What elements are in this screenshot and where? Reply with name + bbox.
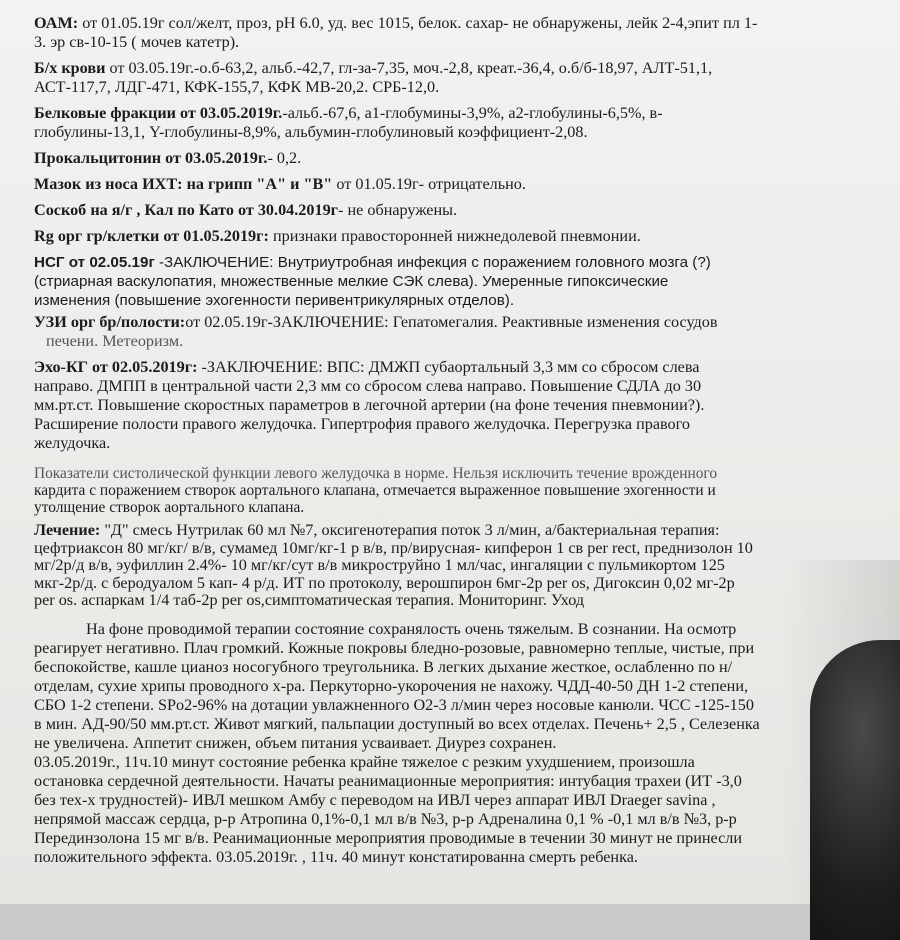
nasal-swab-line: Мазок из носа ИХТ: на грипп "А" и "В" от 01.05.19г- отрицательно. bbox=[34, 175, 526, 193]
course-line-7: не увеличена. Аппетит снижен, объем питания усваивает. Диурез сохранен. bbox=[34, 733, 557, 752]
holding-thumb bbox=[810, 640, 900, 940]
echo-line-2: направо. ДМПП в центральной части 2,3 мм со сбросом слева направо. Повышение СДЛА до 30 bbox=[34, 377, 702, 395]
nsg-line-1: НСГ от 02.05.19г -ЗАКЛЮЧЕНИЕ: Внутриутробная инфекция с поражением головного мозга (?) bbox=[34, 254, 711, 271]
treatment-line-5: per os. аспаркам 1/4 таб-2р per os,симптоматическая терапия. Мониторинг. Уход bbox=[34, 591, 585, 609]
treatment-line-3: мг/2р/д в/в, эуфиллин 2.4%- 10 мг/кг/сут в/в микроструйно 1 мл/час, ингаляции с пульмикортом 125 bbox=[34, 556, 725, 574]
treatment-line-4: мкг-2р/д. с беродуалом 5 кап- 4 р/д. ИТ по протоколу, верошпирон 6мг-2р per os, Дигоксин 0,02 мг-2р bbox=[34, 573, 735, 592]
echo-line-5: желудочка. bbox=[34, 434, 111, 452]
course-line-4: отделам, сухие хрипы проводного х-ра. Перкуторно-укорочения не нахожу. ЧДД-40-50 ДН 1-2 степени, bbox=[34, 676, 749, 695]
course-block bbox=[34, 620, 864, 753]
systolic-line-3: утолщение створок аортального клапана. bbox=[34, 499, 305, 516]
resuscitation-line-4: непрямой массаж сердца, р-р Атропина 0,1%-0,1 мл в/в №3, р-р Адреналина 0,1 % -0,1 мл в/в №3, р-р bbox=[34, 809, 737, 828]
systolic-block bbox=[34, 465, 864, 516]
ultrasound-line-1: УЗИ орг бр/полости:от 02.05.19г-ЗАКЛЮЧЕНИЕ: Гепатомегалия. Реактивные изменения сосудов bbox=[34, 313, 718, 331]
course-line-5: СБО 1-2 степени. SPo2-96% на дотации увлажненного О2-3 л/мин через носовые канюли. ЧСС -125-150 bbox=[34, 695, 754, 714]
document-text bbox=[34, 14, 864, 867]
oam-line-1: ОАМ: от 01.05.19г сол/желт, проз, рН 6.0, уд. вес 1015, белок. сахар- не обнаружены, лейк 2-4,эпит пл 1- bbox=[34, 14, 758, 32]
nsg-block bbox=[34, 253, 864, 310]
course-line-3: беспокойстве, кашле цианоз носогубного треугольника. В легких дыхание жесткое, ослабленно по н/ bbox=[34, 657, 733, 676]
ultrasound-line-2: печени. Метеоризм. bbox=[46, 332, 184, 350]
resuscitation-line-6: положительного эффекта. 03.05.2019г. , 11ч. 40 минут констатированна смерть ребенка. bbox=[34, 847, 638, 866]
systolic-line-1: Показатели систолической функции левого желудочка в норме. Нельзя исключить течение врожденного bbox=[34, 465, 718, 482]
resuscitation-line-3: без тех-х трудностей)- ИВЛ мешком Амбу с переводом на ИВЛ через аппарат ИВЛ Draeger savina , bbox=[34, 790, 716, 809]
echo-line-4: Расширение полости правого желудочка. Гипертрофия правого желудочка. Перегрузка правого bbox=[34, 415, 690, 433]
systolic-line-2: кардита с поражением створок аортального клапана, отмечается выраженное повышение эхогенности и bbox=[34, 482, 716, 499]
resuscitation-line-1: 03.05.2019г., 11ч.10 минут состояние ребенка крайне тяжелое с резким ухудшением, произошла bbox=[34, 752, 695, 771]
biochem-line-1: Б/х крови от 03.05.19г.-о.б-63,2, альб.-42,7, гл-за-7,35, моч.-2,8, креат.-36,4, о.б/б-18,97, АЛТ-51,1, bbox=[34, 59, 713, 77]
course-line-2: реагирует негативно. Плач громкий. Кожные покровы бледно-розовые, равномерно теплые, чистые, при bbox=[34, 638, 755, 657]
oam-line-2: 3. эр св-10-15 ( мочев катетр). bbox=[34, 33, 240, 51]
treatment-line-2: цефтриаксон 80 мг/кг/ в/в, сумамед 10мг/кг-1 р в/в, пр/вирусная- кипферон 1 св per rect, преднизолон 10 bbox=[34, 538, 753, 557]
echo-line-3: мм.рт.ст. Повышение скоростных параметров в легочной артерии (на фоне течения пневмонии?). bbox=[34, 396, 705, 414]
course-line-1: На фоне проводимой терапии состояние сохранялость очень тяжелым. В сознании. На осмотр bbox=[86, 619, 737, 638]
procalcitonin-line: Прокальцитонин от 03.05.2019г.- 0,2. bbox=[34, 149, 302, 167]
nsg-line-2: (стриарная васкулопатия, множественные мелкие СЭК слева). Умеренные гипоксические bbox=[34, 273, 669, 290]
nsg-line-3: изменения (повышение эхогенности перивентрикулярных отделов). bbox=[34, 292, 515, 309]
biochem-line-2: АСТ-117,7, ЛДГ-471, КФК-155,7, КФК МВ-20,2. СРБ-12,0. bbox=[34, 78, 440, 96]
protein-line-2: глобулины-13,1, Y-глобулины-8,9%, альбумин-глобулиновый коэффициент-2,08. bbox=[34, 123, 588, 141]
protein-line-1: Белковые фракции от 03.05.2019г.-альб.-67,6, а1-глобумины-3,9%, а2-глобулины-6,5%, в- bbox=[34, 104, 663, 122]
resuscitation-line-2: остановка сердечной деятельности. Начаты реанимационные мероприятия: интубация трахеи (ИТ -3,0 bbox=[34, 771, 742, 790]
treatment-block bbox=[34, 522, 864, 610]
course-line-6: в мин. АД-90/50 мм.рт.ст. Живот мягкий, пальпации доступный во всех отделах. Печень+ 2,5 , Селезенка bbox=[34, 714, 760, 733]
resuscitation-line-5: Перединзолона 15 мг в/в. Реанимационные мероприятия проводимые в течении 30 минут не принесли bbox=[34, 828, 743, 847]
xray-line: Rg орг гр/клетки от 01.05.2019г: признаки правосторонней нижнедолевой пневмонии. bbox=[34, 227, 641, 245]
echo-line-1: Эхо-КГ от 02.05.2019г: -ЗАКЛЮЧЕНИЕ: ВПС: ДМЖП субаортальный 3,3 мм со сбросом слева bbox=[34, 358, 700, 376]
treatment-line-1: Лечение: "Д" смесь Нутрилак 60 мл №7, оксигенотерапия поток 3 л/мин, а/бактериальная терапия: bbox=[34, 521, 720, 539]
scraping-line: Соскоб на я/г , Кал по Като от 30.04.2019г- не обнаружены. bbox=[34, 201, 458, 219]
resuscitation-block bbox=[34, 753, 864, 867]
